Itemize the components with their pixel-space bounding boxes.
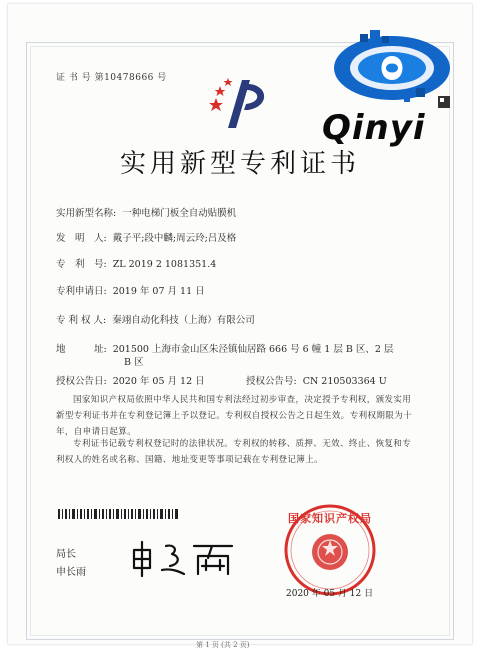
- cnipa-emblem-icon: [206, 70, 276, 132]
- field-utility-model-name: [56, 205, 236, 219]
- director-title: 局长: [56, 549, 76, 560]
- field-label: 专 利 号:: [56, 259, 107, 270]
- director-name: 申长雨: [56, 567, 86, 578]
- field-label: 授权公告号:: [246, 376, 297, 387]
- field-value: 一种电梯门板全自动贴膜机: [122, 208, 237, 219]
- field-address-line2: B 区: [124, 357, 144, 368]
- field-value: 201500 上海市金山区朱泾镇仙居路 666 号 6 幢 1 层 B 区、2 层: [112, 344, 394, 355]
- field-grant-date: [56, 373, 205, 387]
- field-grant-number: [246, 373, 387, 387]
- statement-paragraph-2: 专利证书记载专利权登记时的法律状况。专利权的转移、质押、无效、终止、恢复和专利权人的姓名或名称、国籍、地址变更等事项记载在专利登记簿上。: [56, 439, 412, 465]
- field-patent-number: [56, 256, 216, 270]
- statement-paragraph-1: 国家知识产权局依照中华人民共和国专利法经过初步审查，决定授予专利权，颁发实用新型专利证书并在专利登记簿上予以登记。专利权自授权公告之日起生效。专利权期限为十年，自申请日起算。: [56, 395, 413, 437]
- field-patentee: [56, 312, 255, 326]
- official-seal-icon: [282, 502, 378, 598]
- certificate-number: 证 书 号 第10478666 号: [56, 73, 167, 83]
- field-label: 地 址:: [56, 344, 107, 355]
- director-signature: [128, 538, 238, 578]
- seal-date: 2020 年 05 月 12 日: [286, 589, 374, 599]
- field-label: 实用新型名称:: [56, 208, 117, 219]
- field-inventor: [56, 230, 236, 244]
- field-value: ZL 2019 2 1081351.4: [112, 259, 217, 270]
- field-label: 发 明 人:: [56, 233, 107, 244]
- field-label: 专 利 权 人:: [56, 315, 107, 326]
- field-value: 2019 年 07 月 11 日: [112, 286, 205, 297]
- field-value: 戴子平;段中麟;周云玲;吕及格: [112, 233, 237, 244]
- field-value: 秦翊自动化科技（上海）有限公司: [112, 315, 255, 326]
- field-value: 2020 年 05 月 12 日: [112, 376, 205, 387]
- field-address: [56, 341, 393, 355]
- field-label: 授权公告日:: [56, 376, 107, 387]
- field-filing-date: [56, 283, 205, 297]
- field-value: CN 210503364 U: [302, 376, 387, 387]
- seal-text: 国家知识产权局: [288, 512, 372, 525]
- barcode-icon: [58, 509, 178, 519]
- page-footer: 第 1 页 (共 2 页): [196, 641, 250, 649]
- field-label: 专利申请日:: [56, 286, 107, 297]
- qinyi-logo-text: Qinyi: [322, 108, 426, 148]
- certificate-title: 实用新型专利证书: [119, 149, 360, 179]
